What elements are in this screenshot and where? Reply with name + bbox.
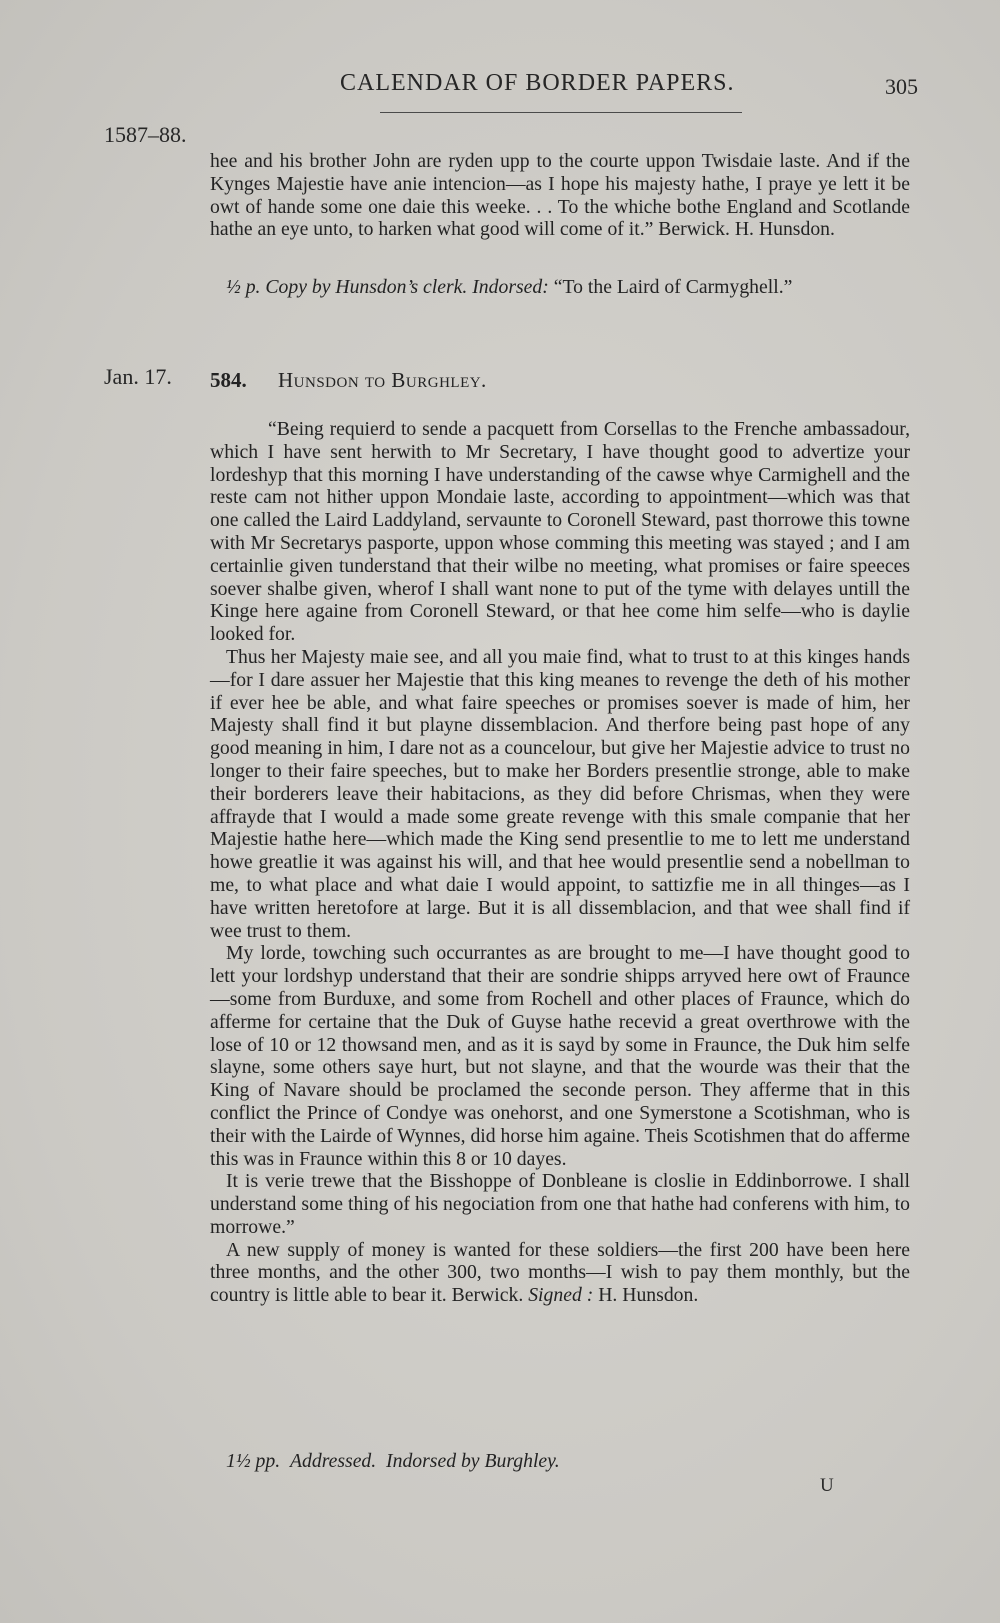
source-note-1 — [210, 276, 910, 299]
source-note-2 — [210, 1450, 910, 1473]
note2-indorsed: Indorsed by Burghley. — [386, 1450, 560, 1472]
entry-paragraph-5 — [210, 1239, 910, 1307]
signed-label: Signed : — [528, 1284, 594, 1307]
page-number: 305 — [885, 74, 918, 99]
header-rule — [380, 112, 742, 113]
margin-year: 1587–88. — [104, 122, 187, 147]
entry-heading — [210, 368, 487, 393]
note1-indorsed-label: Indorsed: — [472, 276, 549, 298]
note1-copy: Copy by Hunsdon’s clerk. — [265, 276, 468, 298]
entry-paragraph-3: My lorde, towching such occurrantes as are brought to me—I have thought good to lett your lordshyp understand that their are sondrie shipps arryved here owt of Fraunce—some from Burduxe, and some from Rochell and other places of Fraunce, which do afferme for certaine that the Duk of Guyse hathe recevid a great overthrowe with the lose of 10 or 12 thowsand men, and as it is sayd by some in Fraunce, the Duk him selfe slayne, some others saye hurt, but not slayne, and that the wourde was their that the King of Navare should be proclamed the seconde person. They afferme that in this conflict the Prince of Condye was onehorst, and one Symerstone a Scotishman, who is their with the Lairde of Wynnes, did horse him againe. Theis Scotishmen that do afferme this was in Fraunce within this 8 or 10 dayes. — [210, 942, 910, 1170]
entry-paragraph-1: “Being requierd to sende a pacquett from Corsellas to the Frenche ambassadour, which I have sent herwith to Mr Secretary, I have thought good to advertize your lordeshyp that this morning I have understanding of the cawse whye Carmighell and the reste cam not hither uppon Mondaie laste, according to appointment—which was that one called the Laird Laddyland, servaunte to Coronell Steward, past thorrowe this towne with Mr Secretarys pasporte, uppon whose comming this meeting was stayed ; and I am certainlie given tunderstand that their wilbe no meeting, what promises or faire speeces soever shalbe given, wherof I shall want none to put of the tyme with delayes untill the Kinge here againe from Coronell Steward, or that hee come him selfe—who is daylie looked for. — [210, 418, 910, 646]
entry-paragraph-4: It is verie trewe that the Bisshoppe of Donbleane is closlie in Eddinborrowe. I shall understand some thing of his negociation from one that hathe had conferens with him, to morrowe.” — [210, 1170, 910, 1238]
note2-addressed: Addressed. — [289, 1450, 377, 1472]
entry-paragraph-2: Thus her Majesty maie see, and all you maie find, what to trust to at this kinges hands—for I dare assuer her Majestie that this king meanes to revenge the deth of his mother if ever hee be able, and what faire speeches or promises soever is made of him, her Majesty shall find it but playne dissemblacion. And therfore being past hope of any good meaning in him, I dare not as a councelour, but give her Majestie advice to trust no longer to their faire speeches, but to make her Borders presentlie stronge, able to make their borderers leave their habitacions, as they did before Chrismas, when they were affrayde that I would a made some greate revenge with this smale companie that her Majestie hathe here—which made the King send presentlie to me to lett me understand howe greatlie it was against his will, and that hee would presentlie send a nobellman to me, to what place and what daie I would appoint, to sattizfie me in all thinges—as I have written heretofore at large. But it is all dissemblacion, and that wee shall find if wee trust to them. — [210, 645, 910, 942]
note1-size: ½ p. — [226, 276, 261, 298]
signed-name: H. Hunsdon. — [598, 1284, 699, 1307]
signature-mark: U — [820, 1475, 834, 1496]
note1-indorsed-text: “To the Laird of Carmyghell.” — [553, 276, 793, 298]
margin-entry-date: Jan. 17. — [104, 364, 172, 389]
continuation-text — [210, 150, 910, 241]
running-head: CALENDAR OF BORDER PAPERS. — [340, 70, 735, 96]
entry-body — [210, 418, 910, 1307]
entry-paragraph-5-text: A new supply of money is wanted for these soldiers—the first 200 have been here three months, and the other 300, two months—I wish to pay them monthly, but the country is little able to bear it. Berwick. — [210, 1238, 910, 1307]
continuation-paragraph: hee and his brother John are ryden upp to the courte uppon Twisdaie laste. And if the Kynges Majestie have anie intencion—as I hope his majesty hathe, I praye ye lett it be owt of hande some one daie this weeke. . . To the whiche bothe England and Scotlande hathe an eye unto, to harken what good will come of it.” Berwick. H. Hunsdon. — [210, 150, 910, 241]
note2-size: 1½ pp. — [226, 1450, 281, 1472]
entry-title: Hunsdon to Burghley. — [278, 368, 487, 392]
entry-number: 584. — [210, 368, 247, 392]
